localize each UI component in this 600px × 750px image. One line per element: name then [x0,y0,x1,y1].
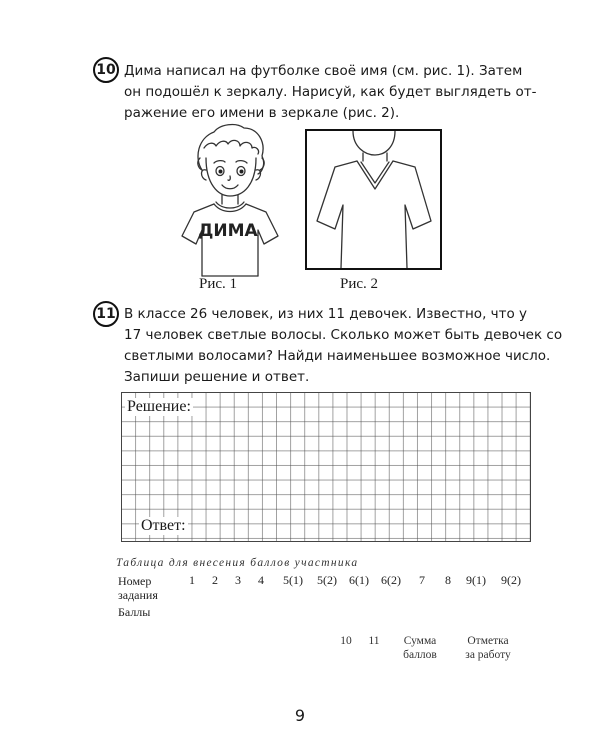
task-cell: 7 [419,573,425,587]
task-11-text [124,304,562,388]
task-10-line: Дима написал на футболке своё имя (см. рис. 1). Затем [124,63,523,79]
task-cell: 8 [445,573,451,587]
task-cell: 6(2) [381,573,401,587]
figure-2-caption: Рис. 2 [340,276,379,292]
task-10-text [124,61,536,124]
task-number-label: Номер задания [118,574,158,602]
figure-2-frame [305,129,442,270]
sum-points-label: Сумма баллов [403,635,437,661]
task-cell: 11 [368,635,380,647]
task-11-line: 17 человек светлые волосы. Сколько может быть девочек со [124,327,563,343]
task-cell: 10 [340,635,352,647]
work-mark-label: Отметка за работу [465,635,511,661]
figure-2-shirt-illustration [307,131,440,268]
task-11-line: В классе 26 человек, из них 11 девочек. Известно, что у [124,306,528,322]
score-table-title: Таблица для внесения баллов участника [116,557,359,569]
task-10-line: он подошёл к зеркалу. Нарисуй, как будет выглядеть от- [124,84,537,100]
task-11-number: 11 [93,301,119,327]
task-10-number: 10 [93,57,119,83]
solution-label: Решение: [127,398,191,415]
task-11-line: светлыми волосами? Найди наименьшее возможное число. [124,348,551,364]
answer-label: Ответ: [141,517,186,534]
task-cell: 4 [258,573,264,587]
task-cell: 9(2) [501,573,521,587]
task-cell: 5(2) [317,573,337,587]
task-cell: 3 [235,573,241,587]
task-cell: 9(1) [466,573,486,587]
figure-1-caption: Рис. 1 [199,276,238,292]
task-cell: 1 [189,573,195,587]
figure-1-boy-illustration [170,118,290,278]
task-10-line: ражение его имени в зеркале (рис. 2). [124,105,400,121]
task-numbers-row [0,573,600,589]
task-cell: 6(1) [349,573,369,587]
task-cell: 2 [212,573,218,587]
answer-grid[interactable] [121,392,531,542]
points-label: Баллы [118,605,151,619]
task-11-line: Запиши решение и ответ. [124,369,310,385]
page-number: 9 [294,706,306,725]
task-cell: 5(1) [283,573,303,587]
shirt-name-text: ДИМА [198,221,258,241]
